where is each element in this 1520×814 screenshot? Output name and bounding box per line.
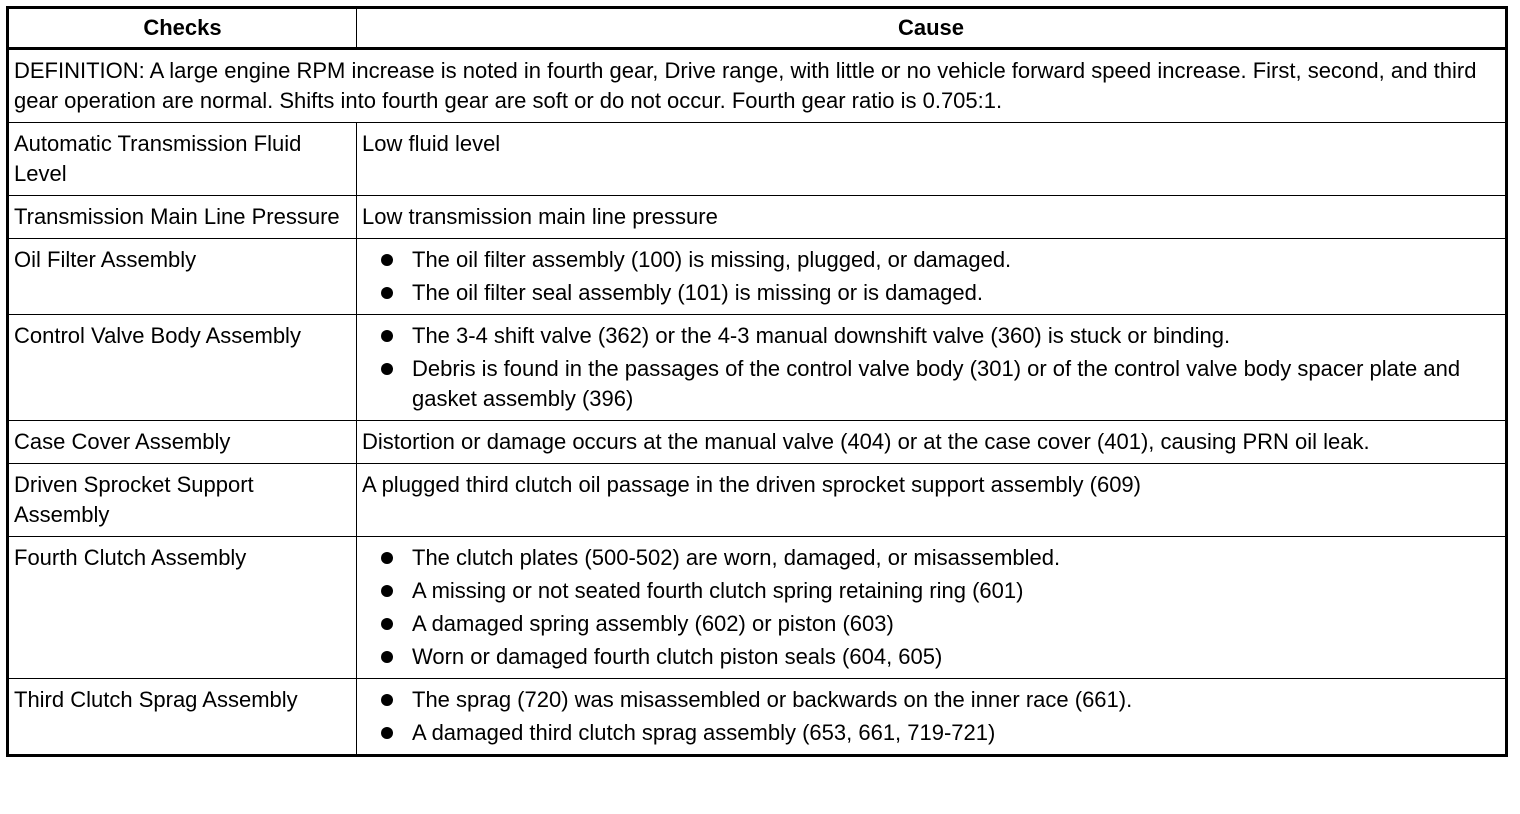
check-cell: Fourth Clutch Assembly bbox=[8, 537, 357, 679]
cause-bullet-item: The 3-4 shift valve (362) or the 4-3 manual downshift valve (360) is stuck or binding. bbox=[412, 321, 1500, 351]
cause-cell: Low fluid level bbox=[357, 123, 1507, 196]
cause-bullet-item: Debris is found in the passages of the control valve body (301) or of the control valve body spacer plate and gasket assembly (396) bbox=[412, 354, 1500, 414]
table-row bbox=[8, 239, 1507, 315]
cause-cell bbox=[357, 679, 1507, 756]
cause-cell bbox=[357, 239, 1507, 315]
table-row bbox=[8, 196, 1507, 239]
cause-bullet-item: A missing or not seated fourth clutch spring retaining ring (601) bbox=[412, 576, 1500, 606]
definition-row bbox=[8, 49, 1507, 123]
cause-bullet-list bbox=[362, 245, 1500, 308]
cause-bullet-item: A damaged third clutch sprag assembly (653, 661, 719-721) bbox=[412, 718, 1500, 748]
checks-column-header: Checks bbox=[8, 8, 357, 49]
definition-text: DEFINITION: A large engine RPM increase is noted in fourth gear, Drive range, with little or no vehicle forward speed increase. First, second, and third gear operation are normal. Shifts into fourth gear are soft or do not occur. Fourth gear ratio is 0.705:1. bbox=[8, 49, 1507, 123]
cause-bullet-item: The oil filter seal assembly (101) is missing or is damaged. bbox=[412, 278, 1500, 308]
cause-column-header: Cause bbox=[357, 8, 1507, 49]
cause-cell bbox=[357, 537, 1507, 679]
cause-bullet-list bbox=[362, 543, 1500, 672]
header-row bbox=[8, 8, 1507, 49]
table-row bbox=[8, 537, 1507, 679]
cause-bullet-list bbox=[362, 321, 1500, 414]
cause-cell bbox=[357, 315, 1507, 421]
cause-bullet-item: Worn or damaged fourth clutch piston seals (604, 605) bbox=[412, 642, 1500, 672]
check-cell: Case Cover Assembly bbox=[8, 421, 357, 464]
cause-bullet-item: The oil filter assembly (100) is missing, plugged, or damaged. bbox=[412, 245, 1500, 275]
table-row bbox=[8, 464, 1507, 537]
table-row bbox=[8, 679, 1507, 756]
check-cell: Control Valve Body Assembly bbox=[8, 315, 357, 421]
table-row bbox=[8, 123, 1507, 196]
cause-bullet-list bbox=[362, 685, 1500, 748]
cause-bullet-item: The sprag (720) was misassembled or backwards on the inner race (661). bbox=[412, 685, 1500, 715]
check-cell: Third Clutch Sprag Assembly bbox=[8, 679, 357, 756]
table-row bbox=[8, 421, 1507, 464]
check-cell: Transmission Main Line Pressure bbox=[8, 196, 357, 239]
diagnostic-table bbox=[6, 6, 1508, 757]
cause-bullet-item: The clutch plates (500-502) are worn, damaged, or misassembled. bbox=[412, 543, 1500, 573]
check-cell: Oil Filter Assembly bbox=[8, 239, 357, 315]
cause-cell: Distortion or damage occurs at the manual valve (404) or at the case cover (401), causing PRN oil leak. bbox=[357, 421, 1507, 464]
cause-cell: A plugged third clutch oil passage in the driven sprocket support assembly (609) bbox=[357, 464, 1507, 537]
cause-bullet-item: A damaged spring assembly (602) or piston (603) bbox=[412, 609, 1500, 639]
check-cell: Driven Sprocket Support Assembly bbox=[8, 464, 357, 537]
table-row bbox=[8, 315, 1507, 421]
check-cell: Automatic Transmission Fluid Level bbox=[8, 123, 357, 196]
cause-cell: Low transmission main line pressure bbox=[357, 196, 1507, 239]
